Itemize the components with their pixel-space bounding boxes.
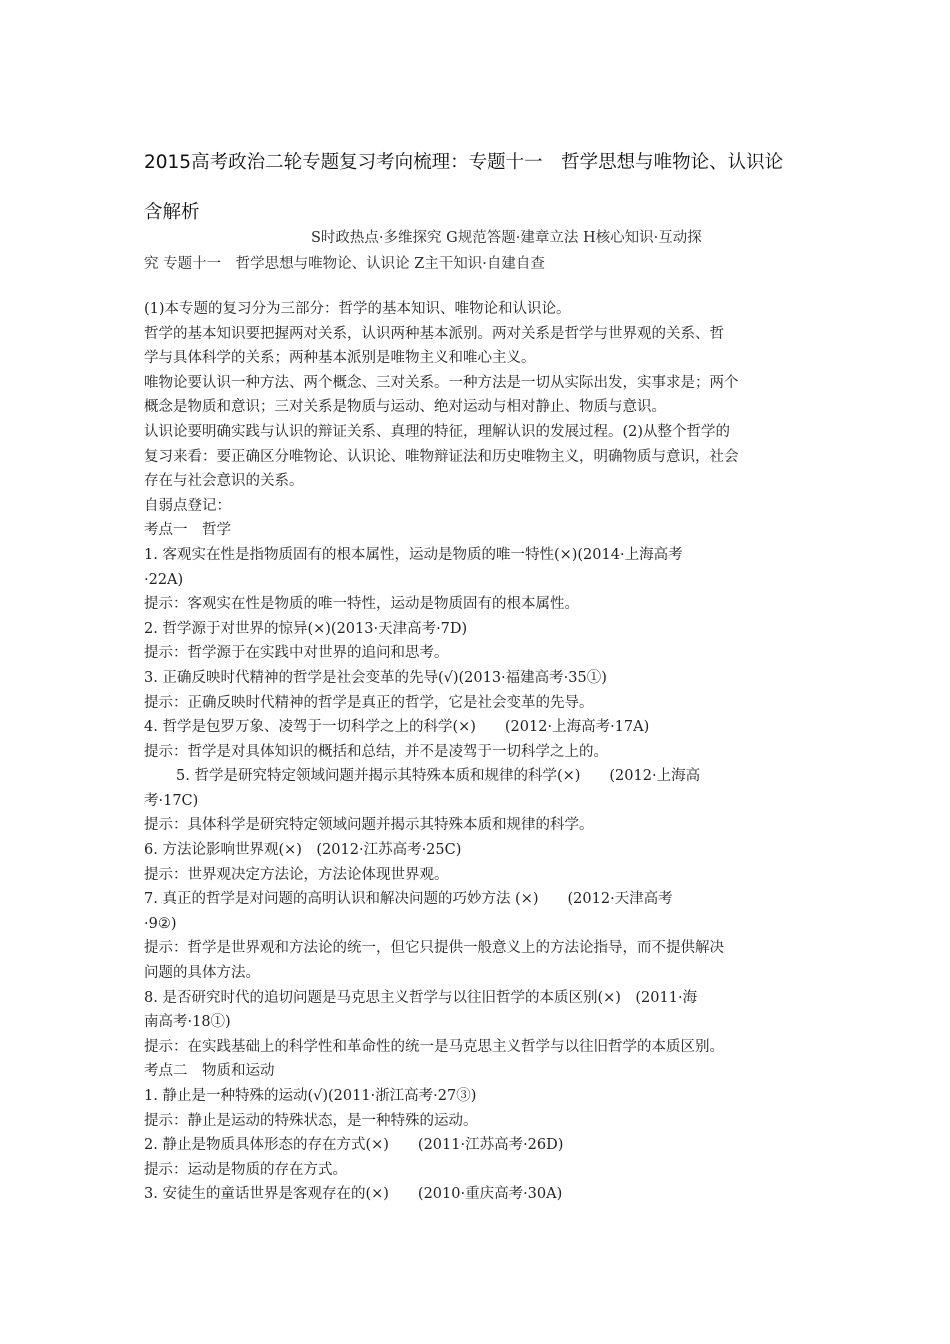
section-heading: 考点二 物质和运动 <box>144 1063 275 1080</box>
body-line: (1)本专题的复习分为三部分：哲学的基本知识、唯物论和认识论。 <box>144 301 571 317</box>
question-item: 2. 哲学源于对世界的惊异(×)(2013·天津高考·7D) <box>144 620 468 637</box>
hint-text: 提示：具体科学是研究特定领域问题并揭示其特殊本质和规律的科学。 <box>144 817 594 834</box>
body-line: 概念是物质和意识；三对关系是物质与运动、绝对运动与相对静止、物质与意识。 <box>144 399 666 416</box>
body-line: 复习来看：要正确区分唯物论、认识论、唯物辩证法和历史唯物主义，明确物质与意识，社会 <box>144 448 739 465</box>
hint-text: 提示：静止是运动的特殊状态，是一种特殊的运动。 <box>144 1112 478 1129</box>
body-line: 唯物论要认识一种方法、两个概念、三对关系。一种方法是一切从实际出发，实事求是；两个 <box>144 374 739 391</box>
document-body <box>144 297 814 1207</box>
hint-text: 提示：运动是物质的存在方式。 <box>144 1161 347 1178</box>
question-item: 7. 真正的哲学是对问题的高明认识和解决问题的巧妙方法 (×) (2012·天津高考 <box>144 891 673 908</box>
hint-text: 提示：正确反映时代精神的哲学是真正的哲学，它是社会变革的先导。 <box>144 694 594 711</box>
title-line: 2015高考政治二轮专题复习考向梳理：专题十一 哲学思想与唯物论、认识论 <box>144 152 784 173</box>
question-item: 3. 正确反映时代精神的哲学是社会变革的先导(√)(2013·福建高考·35①) <box>144 669 607 686</box>
hint-text: 提示：哲学源于在实践中对世界的追问和思考。 <box>144 645 449 662</box>
hint-text: 提示：世界观决定方法论，方法论体现世界观。 <box>144 866 449 883</box>
hint-text: 提示：在实践基础上的科学性和革命性的统一是马克思主义哲学与以往旧哲学的本质区别。 <box>144 1038 724 1055</box>
body-line: 哲学的基本知识要把握两对关系，认识两种基本派别。两对关系是哲学与世界观的关系、哲 <box>144 325 724 342</box>
question-item: 1. 静止是一种特殊的运动(√)(2011·浙江高考·27③) <box>144 1088 477 1104</box>
question-item: 南高考·18①) <box>144 1014 231 1031</box>
body-line: 自弱点登记： <box>144 497 231 514</box>
question-item: 2. 静止是物质具体形态的存在方式(×) (2011·江苏高考·26D) <box>144 1137 564 1154</box>
question-item: 1. 客观实在性是指物质固有的根本属性，运动是物质的唯一特性(×)(2014·上海高考 <box>144 546 683 563</box>
question-item: 6. 方法论影响世界观(×) (2012·江苏高考·25C) <box>144 842 462 859</box>
hint-text: 提示：哲学是对具体知识的概括和总结，并不是凌驾于一切科学之上的。 <box>144 743 608 760</box>
question-item: 3. 安徒生的童话世界是客观存在的(×) (2010·重庆高考·30A) <box>144 1186 563 1203</box>
body-line: 存在与社会意识的关系。 <box>144 473 304 490</box>
question-item: 8. 是否研究时代的追切问题是马克思主义哲学与以往旧哲学的本质区别(×) (2011·海 <box>144 989 698 1006</box>
question-item: 5. 哲学是研究特定领域问题并揭示其特殊本质和规律的科学(×) (2012·上海高 <box>176 768 701 785</box>
question-item: ·9②) <box>144 915 177 932</box>
section-navigation-header <box>144 225 814 277</box>
title-line: 含解析 <box>144 202 200 223</box>
body-line: 认识论要明确实践与认识的辩证关系、真理的特征，理解认识的发展过程。(2)从整个哲学的 <box>144 423 731 440</box>
subhead-line: S时政热点·多维探究 G规范答题·建章立法 H核心知识·互动探 <box>311 230 702 246</box>
body-line: 学与具体科学的关系；两种基本派别是唯物主义和唯心主义。 <box>144 350 536 367</box>
hint-text: 提示：客观实在性是物质的唯一特性，运动是物质固有的根本属性。 <box>144 596 579 613</box>
question-item: 考·17C) <box>144 792 199 809</box>
hint-text: 问题的具体方法。 <box>144 965 260 982</box>
document-title <box>144 138 824 238</box>
hint-text: 提示：哲学是世界观和方法论的统一，但它只提供一般意义上的方法论指导，而不提供解决 <box>144 940 724 957</box>
question-item: ·22A) <box>144 571 184 588</box>
subhead-line: 究 专题十一 哲学思想与唯物论、认识论 Z主干知识·自建自查 <box>144 256 545 272</box>
question-item: 4. 哲学是包罗万象、凌驾于一切科学之上的科学(×) (2012·上海高考·17A) <box>144 719 650 736</box>
section-heading: 考点一 哲学 <box>144 522 231 539</box>
